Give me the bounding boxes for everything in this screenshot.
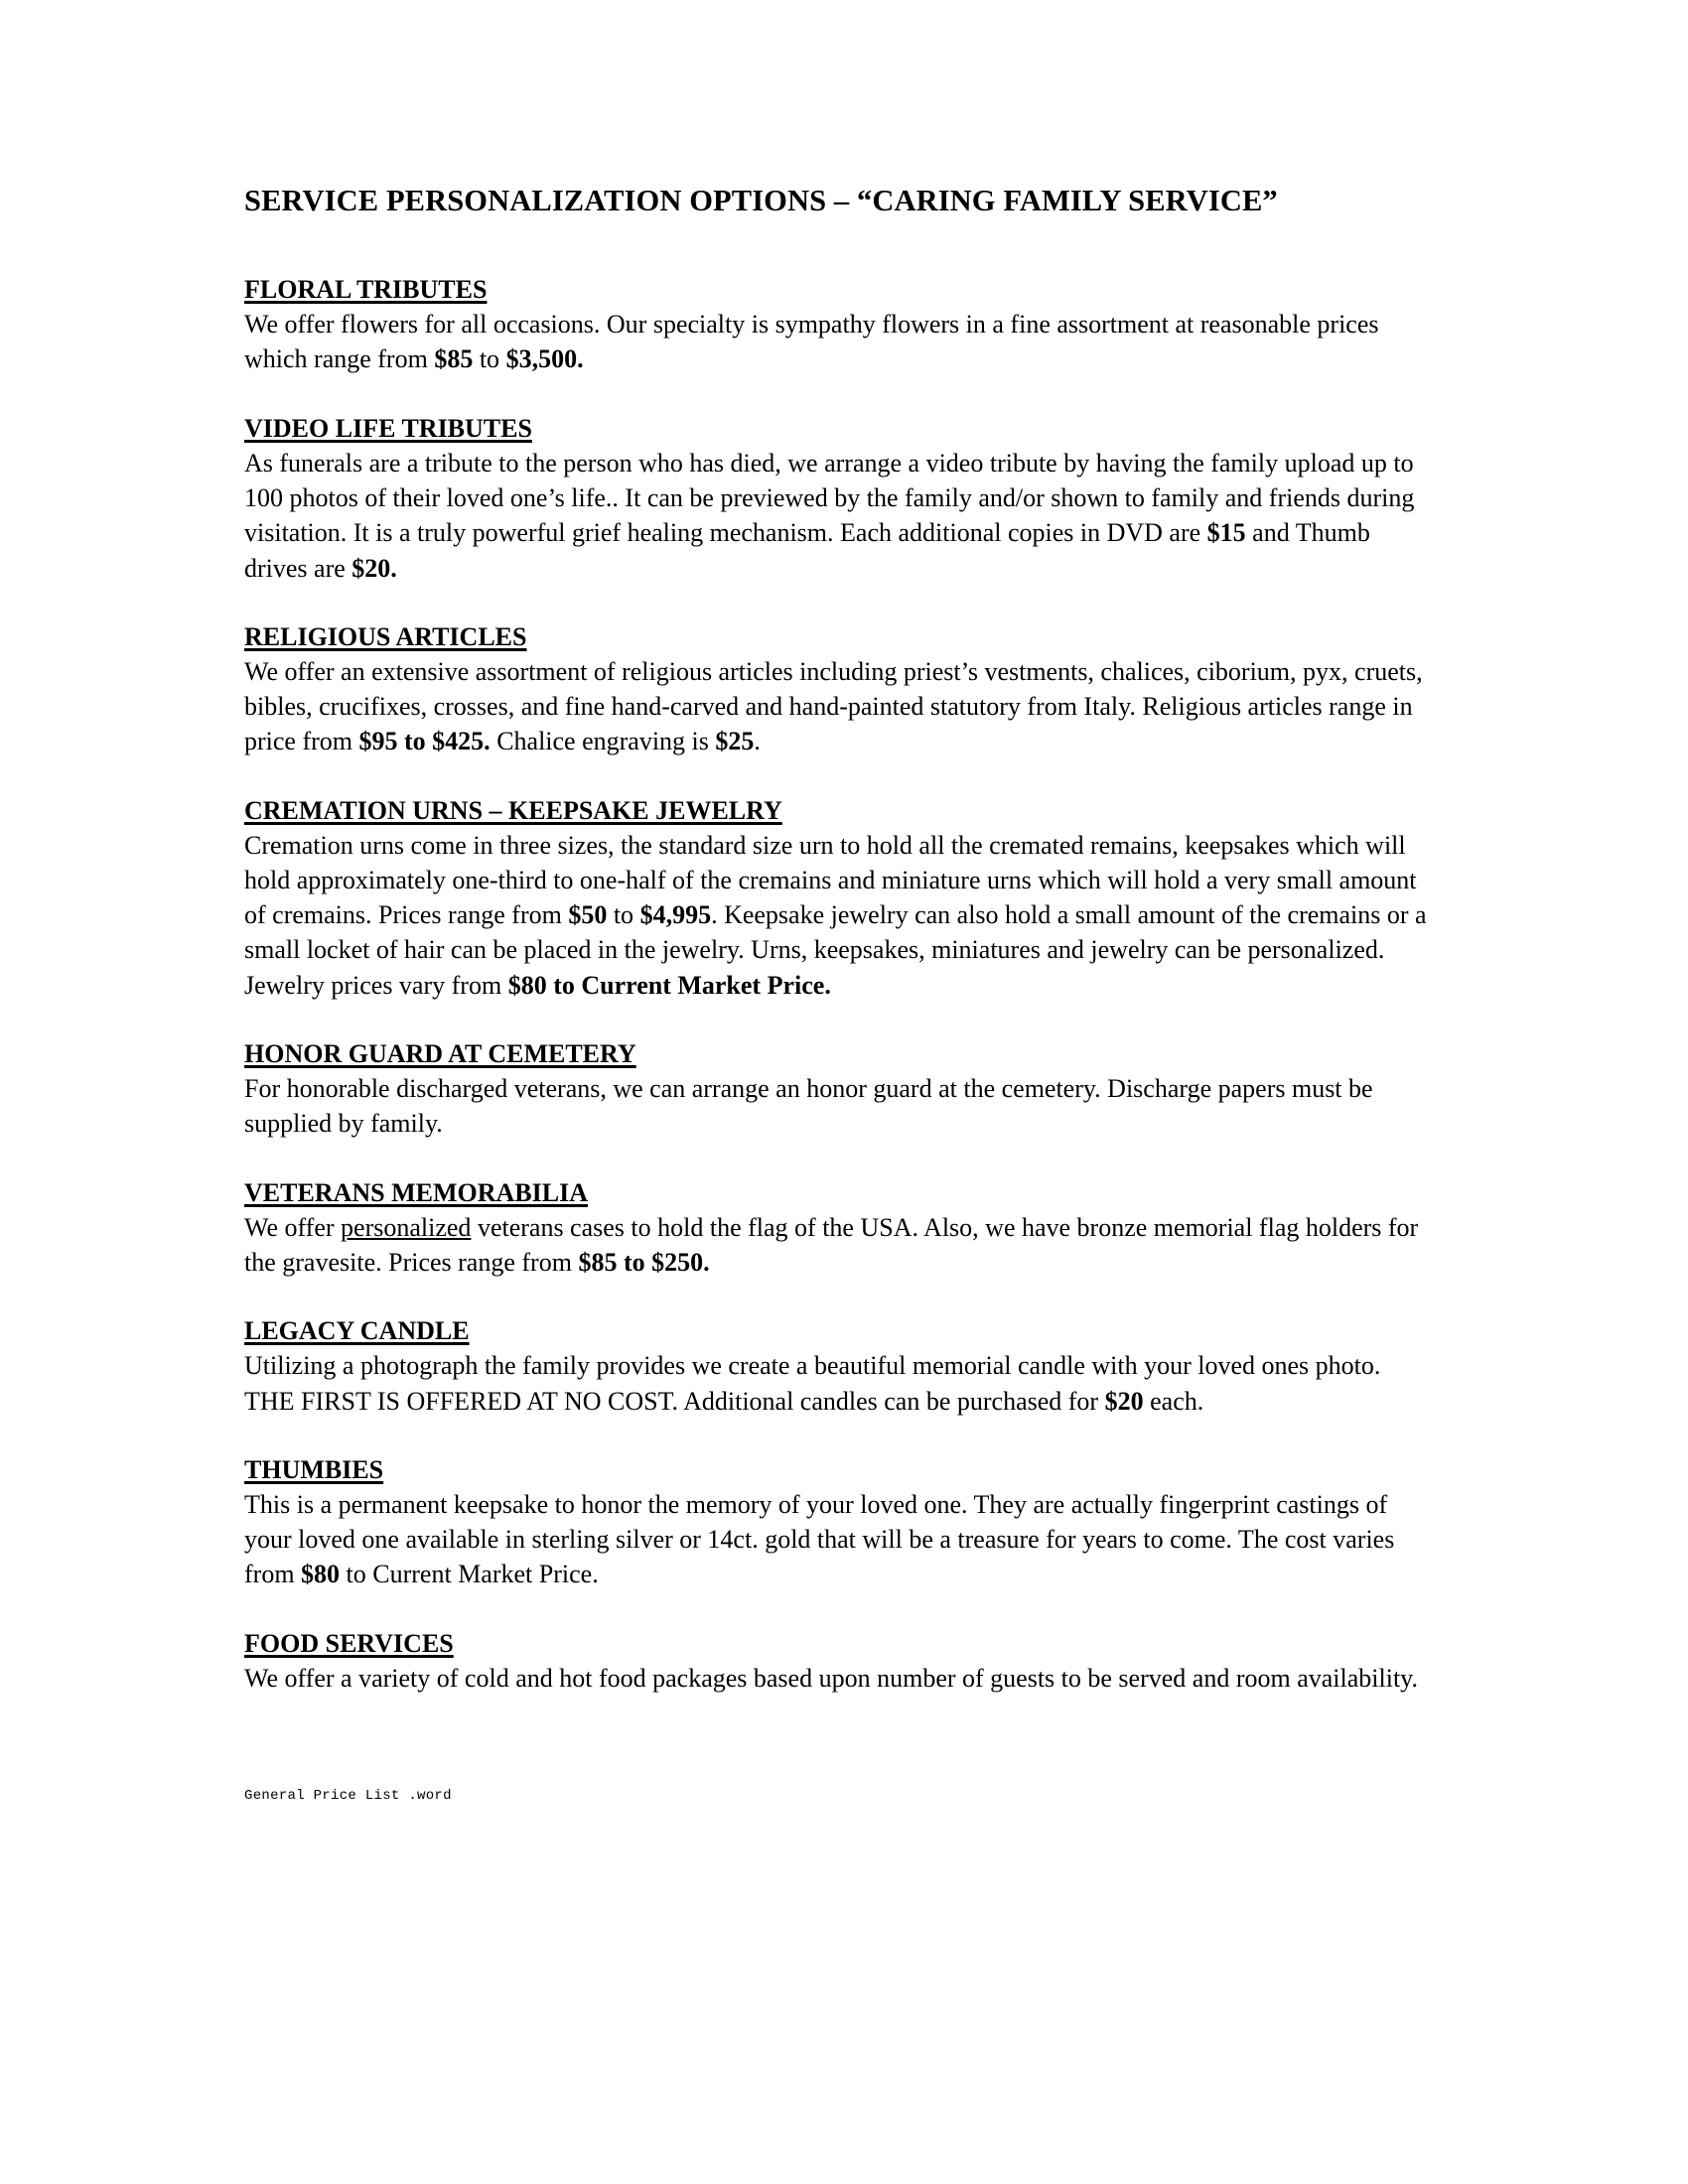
section-body: We offer personalized veterans cases to hold the flag of the USA. Also, we have bronze memorial flag holders for the gravesite. Prices range from $85 to $250. xyxy=(244,1212,1419,1277)
sections-container xyxy=(244,274,1436,1696)
section-body: For honorable discharged veterans, we can arrange an honor guard at the cemetery. Discharge papers must be supplied by family. xyxy=(244,1074,1373,1139)
section-heading: HONOR GUARD AT CEMETERY xyxy=(244,1038,636,1068)
section-body: Cremation urns come in three sizes, the standard size urn to hold all the cremated remains, keepsakes which will hold approximately one-third to one-half of the cremains and miniature urns which will hold a very small amount of cremains. Prices range from $50 to $4,995. Keepsake jewelry can also hold a small amount of the cremains or a small locket of hair can be placed in the jewelry. Urns, keepsakes, miniatures and jewelry can be personalized. Jewelry prices vary from $80 to Current Market Price. xyxy=(244,830,1427,1000)
section-body: This is a permanent keepsake to honor the memory of your loved one. They are actually fingerprint castings of your loved one available in sterling silver or 14ct. gold that will be a treasure for years to come. The cost varies from $80 to Current Market Price. xyxy=(244,1489,1395,1589)
section-legacy-candle xyxy=(244,1315,1436,1419)
section-heading: FOOD SERVICES xyxy=(244,1628,454,1658)
section-food-services xyxy=(244,1628,1436,1696)
footer-filename-note: General Price List .word xyxy=(244,1788,452,1804)
section-heading: VETERANS MEMORABILIA xyxy=(244,1177,588,1207)
section-religious-articles xyxy=(244,621,1436,759)
section-body: As funerals are a tribute to the person who has died, we arrange a video tribute by having the family upload up to 100 photos of their loved one’s life.. It can be previewed by the family and/or shown to family and friends during visitation. It is a truly powerful grief healing mechanism. Each additional copies in DVD are $15 and Thumb drives are $20. xyxy=(244,448,1415,583)
section-heading: VIDEO LIFE TRIBUTES xyxy=(244,413,532,443)
section-heading: LEGACY CANDLE xyxy=(244,1316,470,1346)
section-heading: FLORAL TRIBUTES xyxy=(244,275,488,305)
page-title: SERVICE PERSONALIZATION OPTIONS – “CARING FAMILY SERVICE” xyxy=(244,184,1278,217)
section-honor-guard-at-cemetery xyxy=(244,1038,1436,1142)
section-cremation-urns-keepsake-jewelry xyxy=(244,795,1436,1003)
section-video-life-tributes xyxy=(244,413,1436,586)
section-body: We offer flowers for all occasions. Our specialty is sympathy flowers in a fine assortment at reasonable prices which range from $85 to $3,500. xyxy=(244,310,1379,374)
section-body: We offer an extensive assortment of religious articles including priest’s vestments, chalices, ciborium, pyx, cruets, bibles, crucifixes, crosses, and fine hand-carved and hand-painted statutory from Italy. Religious articles range in price from $95 to $425. Chalice engraving is $25. xyxy=(244,656,1423,756)
section-heading: CREMATION URNS – KEEPSAKE JEWELRY xyxy=(244,795,782,825)
section-heading: RELIGIOUS ARTICLES xyxy=(244,621,527,651)
section-body: We offer a variety of cold and hot food packages based upon number of guests to be served and room availability. xyxy=(244,1663,1418,1693)
section-heading: THUMBIES xyxy=(244,1454,384,1484)
section-veterans-memorabilia xyxy=(244,1177,1436,1281)
section-thumbies xyxy=(244,1454,1436,1592)
section-body: Utilizing a photograph the family provides we create a beautiful memorial candle with your loved ones photo. THE FIRST IS OFFERED AT NO COST. Additional candles can be purchased for $20 each. xyxy=(244,1351,1381,1416)
document-body xyxy=(244,184,1436,1696)
section-floral-tributes xyxy=(244,274,1436,377)
